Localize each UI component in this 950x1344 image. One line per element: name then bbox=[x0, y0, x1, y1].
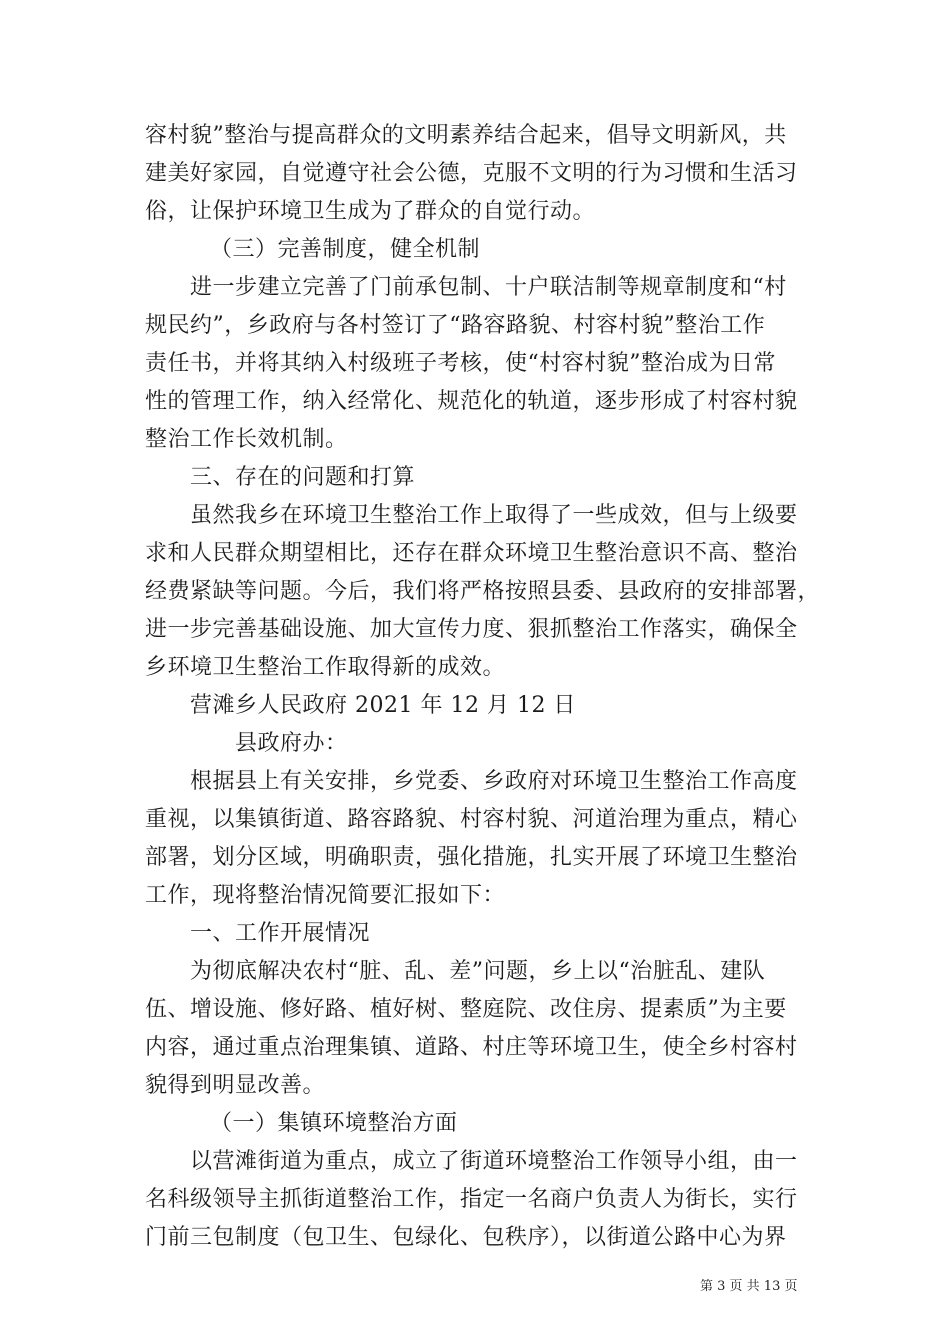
body-text-line: 规民约”，乡政府与各村签订了“路容路貌、村容村貌”整治工作 bbox=[145, 313, 766, 338]
paragraph-start: 为彻底解决农村“脏、乱、差”问题，乡上以“治脏乱、建队 bbox=[190, 959, 766, 984]
section-heading: （三）完善制度，健全机制 bbox=[210, 237, 481, 262]
body-text-line: 内容，通过重点治理集镇、道路、村庄等环境卫生，使全乡村容村 bbox=[145, 1035, 798, 1060]
paragraph-start: 根据县上有关安排，乡党委、乡政府对环境卫生整治工作高度 bbox=[190, 769, 798, 794]
body-text-line: 整治工作长效机制。 bbox=[145, 427, 348, 452]
paragraph-start: 以营滩街道为重点，成立了街道环境整治工作领导小组，由一 bbox=[190, 1149, 798, 1174]
body-text-line: 名科级领导主抓街道整治工作，指定一名商户负责人为街长，实行 bbox=[145, 1187, 798, 1212]
page-number: 第 3 页 共 13 页 bbox=[700, 1279, 798, 1294]
addressee: 县政府办： bbox=[235, 731, 348, 756]
body-text-line: 乡环境卫生整治工作取得新的成效。 bbox=[145, 655, 506, 680]
body-text-line: 门前三包制度（包卫生、包绿化、包秩序），以街道公路中心为界 bbox=[145, 1225, 787, 1250]
body-text-line: 部署，划分区域，明确职责，强化措施，扎实开展了环境卫生整治 bbox=[145, 845, 798, 870]
body-text-line: 工作，现将整治情况简要汇报如下： bbox=[145, 883, 506, 908]
body-text-line: 容村貌”整治与提高群众的文明素养结合起来，倡导文明新风，共 bbox=[145, 123, 787, 148]
body-text-line: 经费紧缺等问题。今后，我们将严格按照县委、县政府的安排部署， bbox=[145, 579, 821, 604]
body-text-line: 建美好家园，自觉遵守社会公德，克服不文明的行为习惯和生活习 bbox=[145, 161, 798, 186]
signature-date: 营滩乡人民政府 2021 年 12 月 12 日 bbox=[190, 693, 576, 718]
body-text-line: 性的管理工作，纳入经常化、规范化的轨道，逐步形成了村容村貌 bbox=[145, 389, 798, 414]
section-heading: 三、存在的问题和打算 bbox=[190, 465, 416, 490]
body-text-line: 俗，让保护环境卫生成为了群众的自觉行动。 bbox=[145, 199, 596, 224]
paragraph-start: 进一步建立完善了门前承包制、十户联洁制等规章制度和“村 bbox=[190, 275, 787, 300]
section-heading: （一）集镇环境整治方面 bbox=[210, 1111, 458, 1136]
body-text-line: 伍、增设施、修好路、植好树、整庭院、改住房、提素质”为主要 bbox=[145, 997, 787, 1022]
body-text-line: 貌得到明显改善。 bbox=[145, 1073, 326, 1098]
paragraph-start: 虽然我乡在环境卫生整治工作上取得了一些成效，但与上级要 bbox=[190, 503, 798, 528]
section-heading: 一、工作开展情况 bbox=[190, 921, 371, 946]
body-text-line: 进一步完善基础设施、加大宣传力度、狠抓整治工作落实，确保全 bbox=[145, 617, 798, 642]
body-text-line: 重视，以集镇街道、路容路貌、村容村貌、河道治理为重点，精心 bbox=[145, 807, 798, 832]
body-text-line: 求和人民群众期望相比，还存在群众环境卫生整治意识不高、整治 bbox=[145, 541, 798, 566]
body-text-line: 责任书，并将其纳入村级班子考核，使“村容村貌”整治成为日常 bbox=[145, 351, 776, 376]
